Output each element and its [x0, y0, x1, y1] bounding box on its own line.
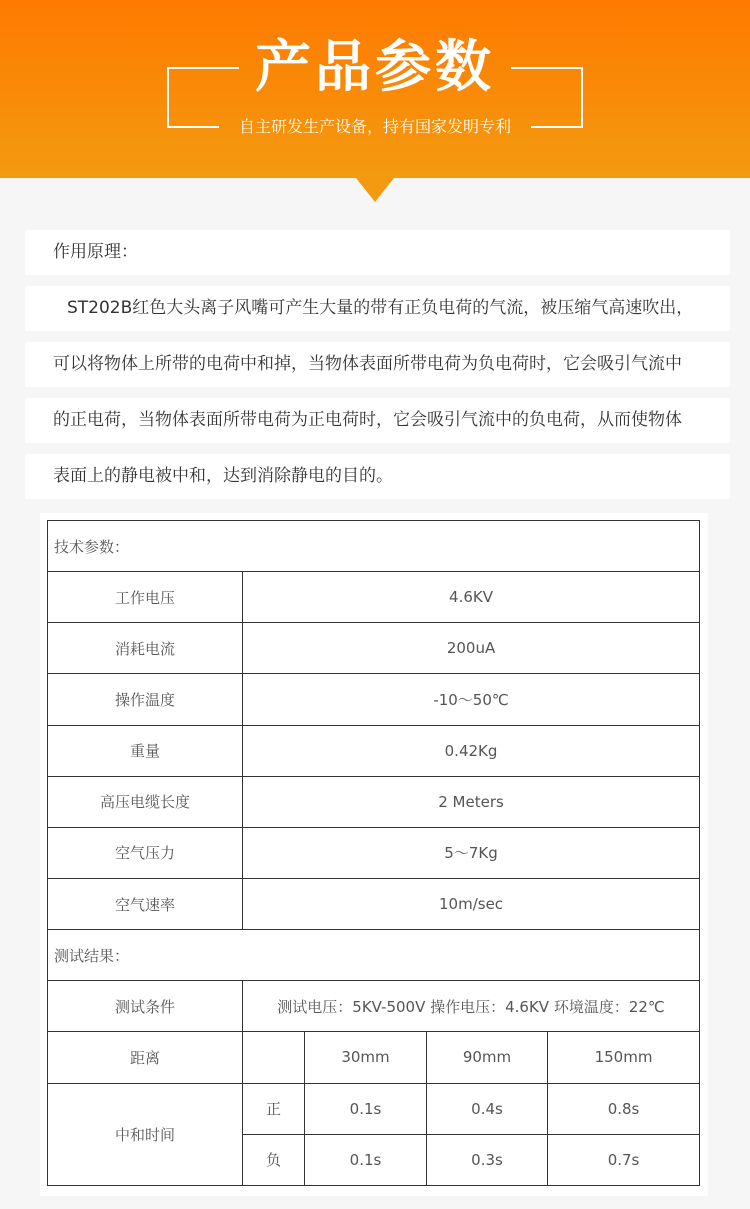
spec-value: 4.6KV	[243, 572, 700, 623]
polarity-negative: 负	[243, 1134, 305, 1185]
test-heading: 测试结果：	[48, 930, 700, 981]
principle-line-text: 的正电荷，当物体表面所带电荷为正电荷时，它会吸引气流中的负电荷，从而使物体	[53, 410, 682, 430]
empty-cell	[243, 1032, 305, 1083]
test-condition-value: 测试电压：5KV-500V 操作电压：4.6KV 环境温度：22℃	[243, 981, 700, 1032]
spec-card	[40, 513, 708, 1196]
principle-line	[25, 454, 730, 499]
time-value: 0.8s	[548, 1083, 700, 1134]
spec-value: 10m/sec	[243, 878, 700, 929]
principle-line	[25, 398, 730, 443]
spec-label: 重量	[48, 725, 243, 776]
spec-label: 空气速率	[48, 878, 243, 929]
distance-label: 距离	[48, 1032, 243, 1083]
spec-label: 消耗电流	[48, 623, 243, 674]
spec-heading: 技术参数：	[48, 521, 700, 572]
time-value: 0.4s	[427, 1083, 548, 1134]
table-row	[48, 1083, 700, 1134]
principle-line-text: ST202B红色大头离子风嘴可产生大量的带有正负电荷的气流，被压缩气高速吹出，	[67, 298, 694, 318]
table-row	[48, 776, 700, 827]
polarity-positive: 正	[243, 1083, 305, 1134]
neutralize-time-label: 中和时间	[48, 1083, 243, 1185]
principle-line	[25, 286, 730, 331]
time-value: 0.1s	[305, 1134, 427, 1185]
distance-value: 90mm	[427, 1032, 548, 1083]
time-value: 0.1s	[305, 1083, 427, 1134]
down-arrow-icon	[356, 178, 394, 202]
table-row	[48, 981, 700, 1032]
principle-heading	[25, 230, 730, 275]
table-row	[48, 930, 700, 981]
table-row	[48, 725, 700, 776]
principle-line	[25, 342, 730, 387]
table-row	[48, 572, 700, 623]
time-value: 0.3s	[427, 1134, 548, 1185]
spec-value: -10～50℃	[243, 674, 700, 725]
banner-subtitle: 自主研发生产设备，持有国家发明专利	[238, 117, 511, 136]
table-row	[48, 674, 700, 725]
table-row	[48, 827, 700, 878]
time-value: 0.7s	[548, 1134, 700, 1185]
spec-label: 高压电缆长度	[48, 776, 243, 827]
spec-value: 0.42Kg	[243, 725, 700, 776]
frame-top-left	[167, 67, 239, 69]
principle-line-text: 表面上的静电被中和，达到消除静电的目的。	[53, 466, 393, 486]
test-condition-label: 测试条件	[48, 981, 243, 1032]
table-row	[48, 521, 700, 572]
principle-line-text: 可以将物体上所带的电荷中和掉，当物体表面所带电荷为负电荷时，它会吸引气流中	[53, 354, 682, 374]
table-row	[48, 878, 700, 929]
spec-label: 操作温度	[48, 674, 243, 725]
spec-label: 空气压力	[48, 827, 243, 878]
table-row	[48, 623, 700, 674]
spec-table	[47, 520, 700, 1186]
distance-value: 150mm	[548, 1032, 700, 1083]
spec-value: 5～7Kg	[243, 827, 700, 878]
page-title: 产品参数	[255, 35, 495, 100]
spec-value: 200uA	[243, 623, 700, 674]
principle-heading-text: 作用原理：	[53, 242, 138, 262]
distance-value: 30mm	[305, 1032, 427, 1083]
spec-value: 2 Meters	[243, 776, 700, 827]
table-row	[48, 1032, 700, 1083]
header-banner	[0, 0, 750, 178]
spec-label: 工作电压	[48, 572, 243, 623]
frame-top-right	[511, 67, 583, 69]
